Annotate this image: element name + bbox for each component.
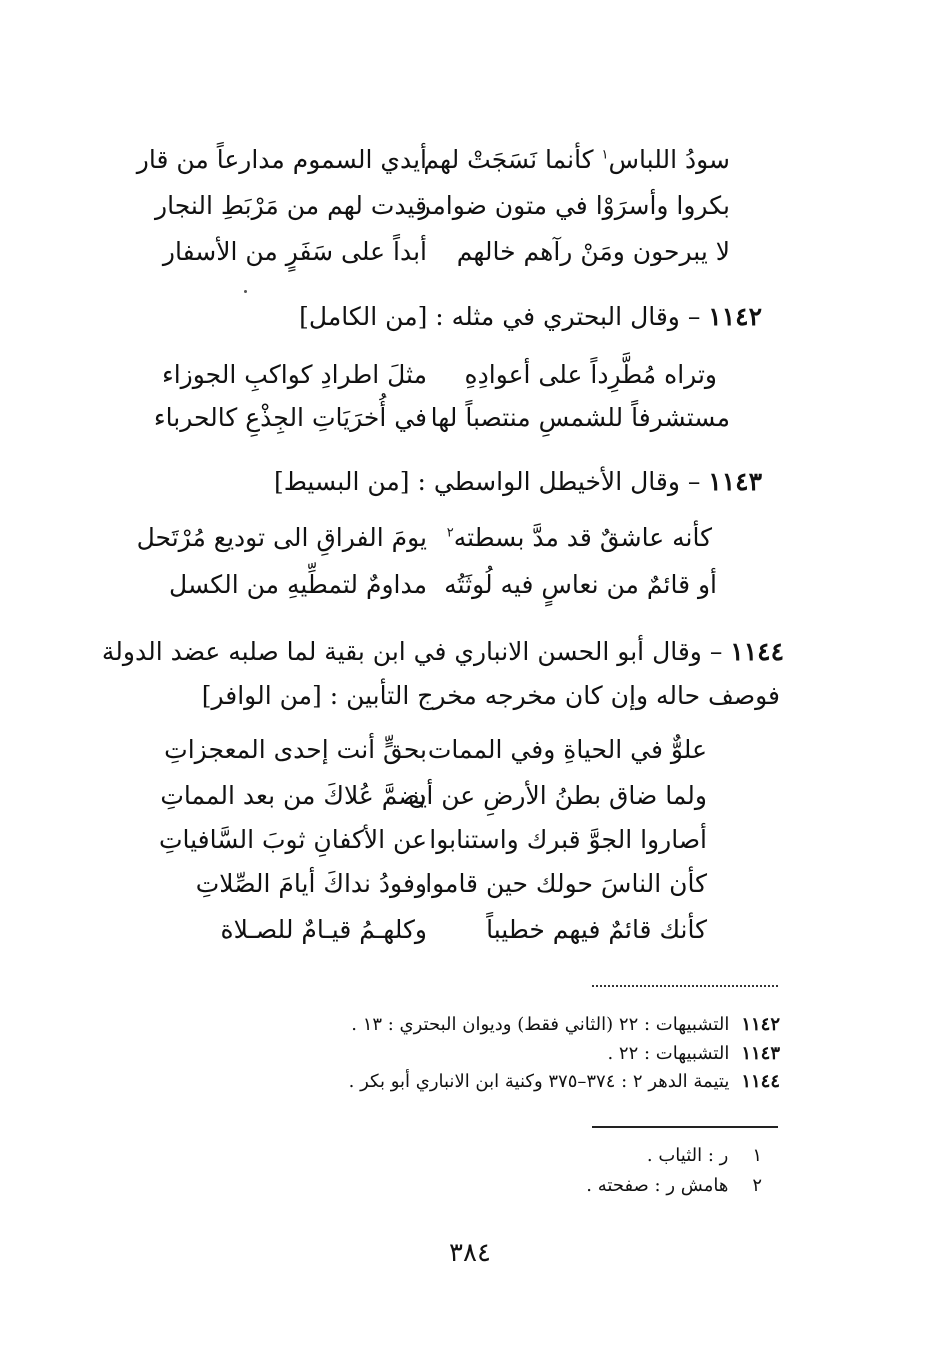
hemistich-text: ولما ضاق بطنُ الأرضِ عن أن <box>408 781 707 810</box>
hemistich-text: أيدي السموم مدارعاً من قار <box>136 145 427 174</box>
verse-second-hemistich <box>137 730 427 770</box>
entry-heading-1144 <box>102 632 784 672</box>
source-number: ١١٤٢ <box>741 1014 780 1035</box>
verse-second-hemistich <box>137 864 427 904</box>
print-speck <box>244 290 247 293</box>
verse-line <box>0 820 942 866</box>
hemistich-text: سودُ اللباس <box>608 145 730 174</box>
verse-line <box>0 140 942 186</box>
footnote-marker: ١ <box>601 147 609 163</box>
verse-first-hemistich <box>446 518 712 558</box>
verse-line <box>0 186 942 232</box>
verse-line <box>0 518 942 564</box>
verse-first-hemistich <box>429 820 707 860</box>
hemistich-text: قيدت لهم من مَرْبَطِ النجار <box>155 191 427 220</box>
hemistich-text: وكلهـمُ قيـامٌ للصـلاة <box>220 915 427 944</box>
source-text: يتيمة الدهر ٢ : ٣٧٤–٣٧٥ وكنية ابن الانباري أبو بكر . <box>348 1071 730 1092</box>
verse-second-hemistich <box>137 398 427 438</box>
verse-second-hemistich <box>137 355 427 395</box>
verse-second-hemistich <box>137 140 427 180</box>
hemistich-text: كأنما نَسَجَتْ لهم <box>423 145 602 174</box>
verse-first-hemistich <box>444 565 717 605</box>
hemistich-text: في أُخرَيَاتِ الجِذْعِ كالحرباء <box>153 403 427 432</box>
entry-heading-1143 <box>274 463 762 501</box>
hemistich-text: مستشرفاً للشمسِ منتصباً لها <box>430 403 730 432</box>
verse-first-hemistich <box>425 864 707 904</box>
source-note <box>607 1041 780 1067</box>
entry-number: ١١٤٣ <box>708 467 762 496</box>
hemistich-text: كأن الناسَ حولك حين قاموا <box>425 869 707 898</box>
verse-line <box>0 398 942 444</box>
source-text: التشبيهات : ٢٢ (الثاني فقط) وديوان البحتري : ١٣ . <box>351 1014 730 1035</box>
hemistich-text: يومَ الفراقِ الى توديع مُرْتَحل <box>136 523 427 552</box>
verse-second-hemistich <box>137 518 427 558</box>
verse-line <box>0 776 942 822</box>
verse-second-hemistich <box>137 820 427 860</box>
hemistich-text: كأنك قائمٌ فيهم خطيباً <box>486 915 707 944</box>
source-number: ١١٤٤ <box>741 1071 780 1092</box>
footnotes-divider <box>592 1126 778 1128</box>
hemistich-text: عن الأكفانِ ثوبَ السَّافياتِ <box>158 825 427 854</box>
verse-first-hemistich <box>423 140 730 180</box>
hemistich-text: لا يبرحون ومَنْ رآهم خالهم <box>456 237 730 266</box>
verse-first-hemistich <box>462 355 717 395</box>
hemistich-text: أصاروا الجوَّ قبرك واستنابوا <box>429 825 707 854</box>
verse-line <box>0 864 942 910</box>
hemistich-text: كأنه عاشقٌ قد مدَّ بسطته <box>453 523 712 552</box>
footnote <box>586 1173 762 1199</box>
entry-heading-continuation <box>202 676 780 716</box>
verse-line <box>0 355 942 401</box>
verse-second-hemistich <box>137 565 427 605</box>
entry-heading-text: – وقال أبو الحسن الانباري في ابن بقية لما صلبه عضد الدولة <box>101 637 731 666</box>
verse-line <box>0 730 942 776</box>
entry-number: ١١٤٢ <box>708 302 762 331</box>
footnote-number: ٢ <box>752 1175 762 1196</box>
hemistich-text: مثلَ اطرادِ كواكبِ الجوزاء <box>161 360 427 389</box>
footnote-number: ١ <box>752 1145 762 1166</box>
hemistich-text: وفودُ نداكَ أيامَ الصِّلاتِ <box>195 869 427 898</box>
entry-heading-text: – وقال البحتري في مثله : [من الكامل] <box>299 302 709 331</box>
verse-second-hemistich <box>137 232 427 272</box>
hemistich-text: مداومٌ لتمطِّيهِ من الكسل <box>169 570 427 599</box>
source-note <box>349 1069 780 1095</box>
hemistich-text: بحقٍّ أنت إحدى المعجزاتِ <box>164 735 427 764</box>
verse-line <box>0 232 942 278</box>
entry-heading-text: فوصف حاله وإن كان مخرجه مخرج التأبين : [من الوافر] <box>201 681 780 710</box>
verse-first-hemistich <box>418 186 730 226</box>
verse-line <box>0 565 942 611</box>
verse-second-hemistich <box>137 776 427 816</box>
source-number: ١١٤٣ <box>741 1043 780 1064</box>
verse-first-hemistich <box>408 776 707 816</box>
verse-second-hemistich <box>137 186 427 226</box>
hemistich-text: علوٌّ في الحياةِ وفي الممات <box>427 735 707 764</box>
hemistich-text: أو قائمٌ من نعاسٍ فيه لُوثَتُه <box>444 570 717 599</box>
entry-heading-text: – وقال الأخيطل الواسطي : [من البسيط] <box>273 467 709 496</box>
hemistich-text: أبداً على سَفَرٍ من الأسفار <box>162 237 427 266</box>
page-number: ٣٨٤ <box>449 1238 491 1268</box>
entry-number: ١١٤٤ <box>730 637 784 666</box>
verse-first-hemistich <box>452 910 707 950</box>
verse-first-hemistich <box>430 398 730 438</box>
footnote-text: هامش ر : صفحته . <box>586 1175 729 1196</box>
source-text: التشبيهات : ٢٢ . <box>607 1043 730 1064</box>
footnote-text: ر : الثياب . <box>646 1145 729 1166</box>
sources-divider <box>592 985 778 987</box>
verse-first-hemistich <box>427 730 707 770</box>
hemistich-text: بكروا وأسرَوْا في متون ضوامر <box>418 191 730 220</box>
hemistich-text: وتراه مُطَّرِداً على أعوادِهِ <box>464 360 717 389</box>
verse-first-hemistich <box>456 232 730 272</box>
footnote-marker: ٢ <box>446 525 454 541</box>
footnote <box>647 1143 762 1169</box>
source-note <box>351 1012 780 1038</box>
hemistich-text: يضمَّ عُلاكَ من بعد المماتِ <box>160 781 427 810</box>
entry-heading-1142 <box>299 298 762 336</box>
verse-second-hemistich <box>137 910 427 950</box>
verse-line <box>0 910 942 956</box>
